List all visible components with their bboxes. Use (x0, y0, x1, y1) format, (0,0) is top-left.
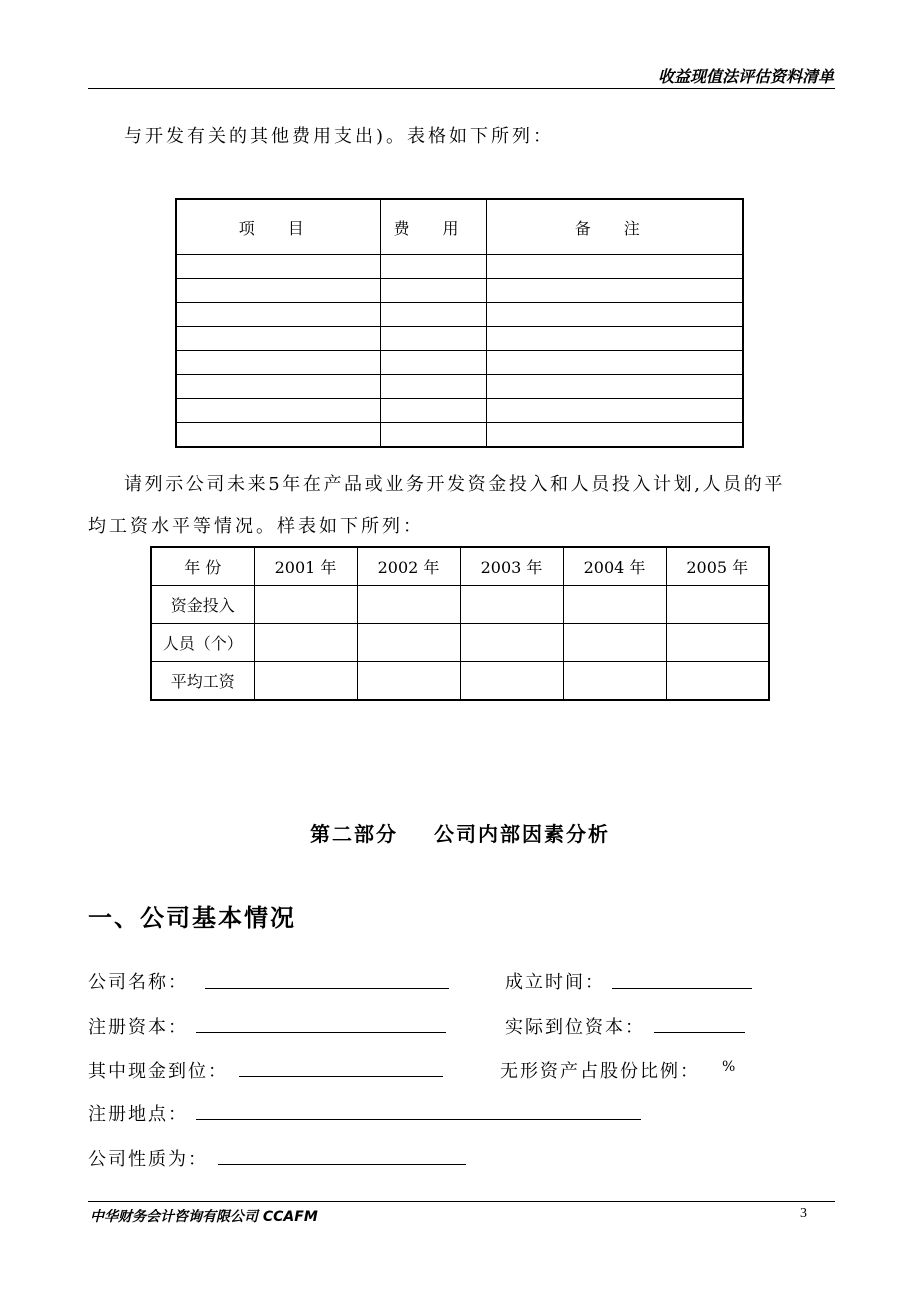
table-cell (486, 399, 743, 423)
expense-table (175, 198, 744, 448)
table-cell (486, 351, 743, 375)
company-name-blank[interactable] (205, 988, 449, 989)
table-row (176, 399, 743, 423)
header-title: 收益现值法评估资料清单 (657, 67, 834, 86)
table-cell (176, 399, 380, 423)
table-row (151, 624, 769, 662)
page-number: 3 (800, 1206, 807, 1221)
col-header-remark: 备 注 (486, 199, 743, 255)
paid-capital-label: 实际到位资本： (505, 1017, 645, 1038)
percent-sign: % (722, 1059, 738, 1075)
table-cell (380, 423, 486, 448)
table-row (176, 351, 743, 375)
table-cell (176, 423, 380, 448)
plan-paragraph-line1: 请列示公司未来5年在产品或业务开发资金投入和人员投入计划,人员的平 (124, 474, 785, 495)
company-nature-blank[interactable] (218, 1164, 466, 1165)
intangible-ratio-label: 无形资产占股份比例： (500, 1061, 700, 1082)
table-cell (486, 327, 743, 351)
table-cell (176, 255, 380, 279)
registered-address-label: 注册地点： (88, 1104, 188, 1125)
heading-basic-info: 一、公司基本情况 (88, 903, 296, 932)
established-label: 成立时间： (505, 972, 605, 993)
table-cell (176, 303, 380, 327)
table-cell (380, 399, 486, 423)
table-cell (486, 423, 743, 448)
table-row (176, 423, 743, 448)
section-title (0, 818, 920, 847)
table-row (176, 303, 743, 327)
table-cell (380, 375, 486, 399)
table-cell (486, 303, 743, 327)
cash-paid-blank[interactable] (239, 1076, 443, 1077)
table-cell (380, 351, 486, 375)
cash-paid-label: 其中现金到位： (88, 1061, 228, 1082)
col-header-item: 项 目 (176, 199, 380, 255)
investment-plan-table (150, 546, 770, 701)
company-name-label: 公司名称： (88, 972, 188, 993)
col-header-2002: 2002 年 (357, 547, 460, 586)
section-part: 第二部分 (310, 822, 398, 846)
table-row (176, 375, 743, 399)
table-cell (380, 303, 486, 327)
established-blank[interactable] (612, 988, 752, 989)
row-label-funding: 资金投入 (151, 586, 254, 624)
col-header-year: 年 份 (151, 547, 254, 586)
table-row (151, 586, 769, 624)
footer-company: 中华财务会计咨询有限公司 CCAFM (90, 1209, 318, 1225)
company-nature-label: 公司性质为： (88, 1149, 208, 1170)
table-cell (176, 351, 380, 375)
table-row (176, 255, 743, 279)
row-label-avg-salary: 平均工资 (151, 662, 254, 701)
col-header-2001: 2001 年 (254, 547, 357, 586)
header-rule (88, 88, 835, 89)
table-cell (380, 255, 486, 279)
table-cell (486, 279, 743, 303)
paid-capital-blank[interactable] (654, 1032, 745, 1033)
table-cell (380, 279, 486, 303)
table-row (176, 327, 743, 351)
intro-line: 与开发有关的其他费用支出)。表格如下所列： (124, 126, 555, 147)
row-label-staff: 人员（个） (151, 624, 254, 662)
registered-address-blank[interactable] (196, 1119, 641, 1120)
footer-rule (88, 1201, 835, 1202)
table-cell (486, 255, 743, 279)
table-row (151, 662, 769, 701)
col-header-2003: 2003 年 (460, 547, 563, 586)
table-row (176, 279, 743, 303)
table-cell (176, 327, 380, 351)
table-cell (486, 375, 743, 399)
table-cell (176, 279, 380, 303)
plan-paragraph-line2: 均工资水平等情况。样表如下所列： (88, 516, 424, 537)
col-header-cost: 费 用 (380, 199, 486, 255)
col-header-2004: 2004 年 (563, 547, 666, 586)
table-cell (380, 327, 486, 351)
registered-capital-blank[interactable] (196, 1032, 446, 1033)
registered-capital-label: 注册资本： (88, 1017, 188, 1038)
section-name: 公司内部因素分析 (434, 822, 610, 846)
table-cell (176, 375, 380, 399)
col-header-2005: 2005 年 (666, 547, 769, 586)
